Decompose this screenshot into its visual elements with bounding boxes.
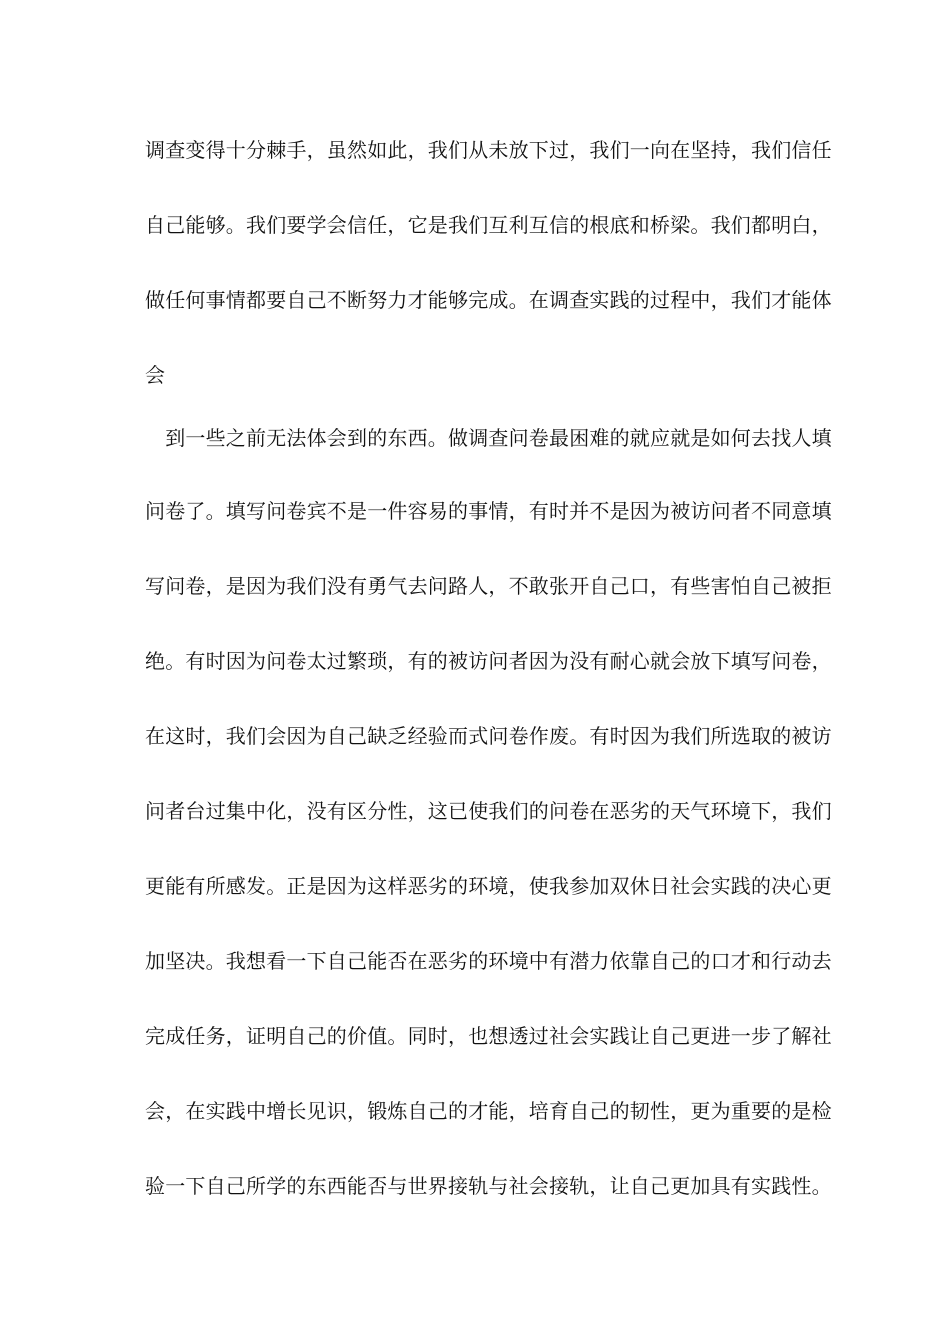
text-line: 验一下自己所学的东西能否与世界接轨与社会接轨，让自己更加具有实践性。: [145, 1174, 832, 1198]
text-line: 更能有所感发。正是因为这样恶劣的环境，使我参加双休日社会实践的决心更: [145, 874, 832, 898]
text-line: 会，在实践中增长见识，锻炼自己的才能，培育自己的韧性，更为重要的是检: [145, 1099, 832, 1123]
text-line: 完成任务，证明自己的价值。同时，也想透过社会实践让自己更进一步了解社: [145, 1024, 832, 1048]
text-line: 在这时，我们会因为自己缺乏经验而式问卷作废。有时因为我们所选取的被访: [145, 724, 832, 748]
text-line: 问者台过集中化，没有区分性，这已使我们的问卷在恶劣的天气环境下，我们: [145, 799, 832, 823]
text-line: 到一些之前无法体会到的东西。做调查问卷最困难的就应就是如何去找人填: [145, 426, 832, 450]
text-line: 写问卷，是因为我们没有勇气去问路人，不敢张开自己口，有些害怕自己被拒: [145, 574, 832, 598]
text-line: 问卷了。填写问卷宾不是一件容易的事情，有时并不是因为被访问者不同意填: [145, 499, 832, 523]
text-line: 绝。有时因为问卷太过繁琐，有的被访问者因为没有耐心就会放下填写问卷，: [145, 649, 832, 673]
text-line: 调查变得十分棘手，虽然如此，我们从未放下过，我们一向在坚持，我们信任: [145, 138, 832, 162]
text-line: 做任何事情都要自己不断努力才能够完成。在调查实践的过程中，我们才能体: [145, 288, 832, 312]
text-line: 加坚决。我想看一下自己能否在恶劣的环境中有潜力依靠自己的口才和行动去: [145, 949, 832, 973]
text-line: 自己能够。我们要学会信任，它是我们互利互信的根底和桥梁。我们都明白，: [145, 213, 832, 237]
text-line: 会: [145, 363, 166, 387]
